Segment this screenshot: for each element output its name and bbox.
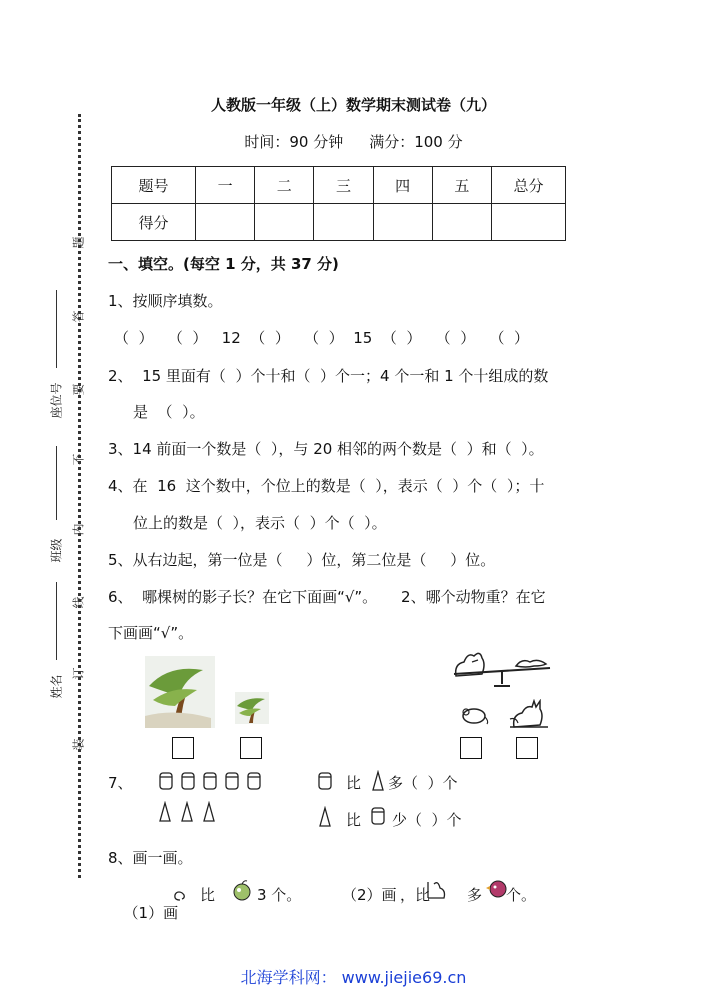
question-7-less: 少（ ）个	[392, 811, 462, 829]
compare-word: 比	[200, 886, 216, 904]
cat-image	[508, 699, 550, 729]
chick-outline-icon	[424, 876, 448, 900]
rat-answer-box[interactable]	[460, 737, 482, 759]
footer-watermark: 北海学科网： www.jiejie69.cn	[240, 968, 467, 987]
cylinder-icon	[371, 805, 385, 827]
section-heading: 一、填空。(每空 1 分，共 37 分)	[108, 255, 339, 273]
big-tree-image	[145, 656, 215, 728]
big-tree-answer-box[interactable]	[172, 737, 194, 759]
cylinder-icon	[318, 770, 332, 792]
question-3: 3、14 前面一个数是（ ），与 20 相邻的两个数是（ ）和（ ）。	[108, 440, 544, 458]
cone-icon	[318, 806, 332, 828]
question-4-line2: 位上的数是（ ），表示（ ）个（ ）。	[133, 514, 387, 532]
draw-word: （1）画	[123, 904, 179, 922]
compare-word: ，比	[400, 886, 431, 904]
question-8-part1	[114, 884, 178, 923]
seat-number-line	[56, 290, 57, 368]
draw-word: （2）画	[342, 886, 397, 904]
binding-char: 题	[71, 236, 86, 249]
binding-char: 订	[71, 667, 86, 680]
binding-char: 答	[71, 310, 86, 323]
apple-icon	[230, 878, 256, 902]
question-8-part1-end: 3 个。	[257, 886, 302, 904]
table-header-cell: 题号	[112, 167, 196, 204]
class-label: 班级	[49, 538, 64, 563]
score-cell[interactable]	[432, 204, 491, 241]
question-4-line1: 4、在 16 这个数中，个位上的数是（ ），表示（ ）个（ ）；十	[108, 477, 545, 495]
table-header-cell: 二	[255, 167, 314, 204]
table-row	[112, 204, 566, 241]
compare-word: 比	[346, 774, 362, 792]
question-6-line2: 下画画“√”。	[108, 624, 194, 642]
cone-group-icon	[158, 801, 218, 823]
name-label: 姓名	[49, 674, 64, 699]
table-header-cell: 四	[373, 167, 432, 204]
binding-char: 装	[71, 738, 86, 751]
question-7-label: 7、	[108, 774, 133, 792]
pear-outline-icon	[173, 886, 187, 902]
score-row-label: 得分	[112, 204, 196, 241]
question-1-title: 1、按顺序填数。	[108, 292, 223, 310]
question-1-sequence: （ ） （ ） 12 （ ） （ ） 15 （ ） （ ） （ ）	[114, 329, 530, 347]
binding-dotted-line	[78, 114, 81, 878]
exam-info	[0, 131, 707, 152]
score-table	[111, 166, 566, 241]
question-7-more: 多（ ）个	[388, 774, 458, 792]
table-row	[112, 167, 566, 204]
question-6-line1: 6、 哪棵树的影子长？在它下面画“√”。 2、哪个动物重？在它	[108, 588, 546, 606]
score-cell[interactable]	[196, 204, 255, 241]
score-cell[interactable]	[314, 204, 373, 241]
cone-icon	[371, 770, 385, 792]
cat-answer-box[interactable]	[516, 737, 538, 759]
more-word: 多	[467, 886, 483, 904]
table-header-cell: 一	[196, 167, 255, 204]
score-cell[interactable]	[373, 204, 432, 241]
table-header-cell: 总分	[492, 167, 566, 204]
balance-scale-image	[450, 644, 554, 690]
class-line	[56, 446, 57, 520]
question-2-line1: 2、 15 里面有（ ）个十和（ ）个一；4 个一和 1 个十组成的数	[108, 367, 549, 385]
seat-number-label: 座位号	[49, 382, 64, 419]
name-line	[56, 582, 57, 660]
cylinder-group-icon	[158, 770, 264, 792]
compare-word: 比	[346, 811, 362, 829]
binding-char: 不	[71, 453, 86, 466]
page-title: 人教版一年级（上）数学期末测试卷（九）	[210, 96, 496, 114]
binding-char: 要	[71, 383, 86, 396]
table-header-cell: 三	[314, 167, 373, 204]
question-2-line2: 是 （ ）。	[133, 403, 205, 421]
table-header-cell: 五	[432, 167, 491, 204]
question-8-title: 8、画一画。	[108, 849, 193, 867]
score-cell[interactable]	[255, 204, 314, 241]
time-label: 时间：90 分钟	[244, 133, 344, 151]
score-cell[interactable]	[492, 204, 566, 241]
score-label: 满分：100 分	[369, 133, 463, 151]
question-5: 5、从右边起，第一位是（ ）位，第二位是（ ）位。	[108, 551, 496, 569]
rat-image	[458, 703, 490, 725]
question-8-part2-end: 个。	[506, 886, 537, 904]
binding-char: 内	[71, 523, 86, 536]
small-tree-image	[235, 692, 269, 724]
small-tree-answer-box[interactable]	[240, 737, 262, 759]
binding-char: 线	[71, 596, 86, 609]
